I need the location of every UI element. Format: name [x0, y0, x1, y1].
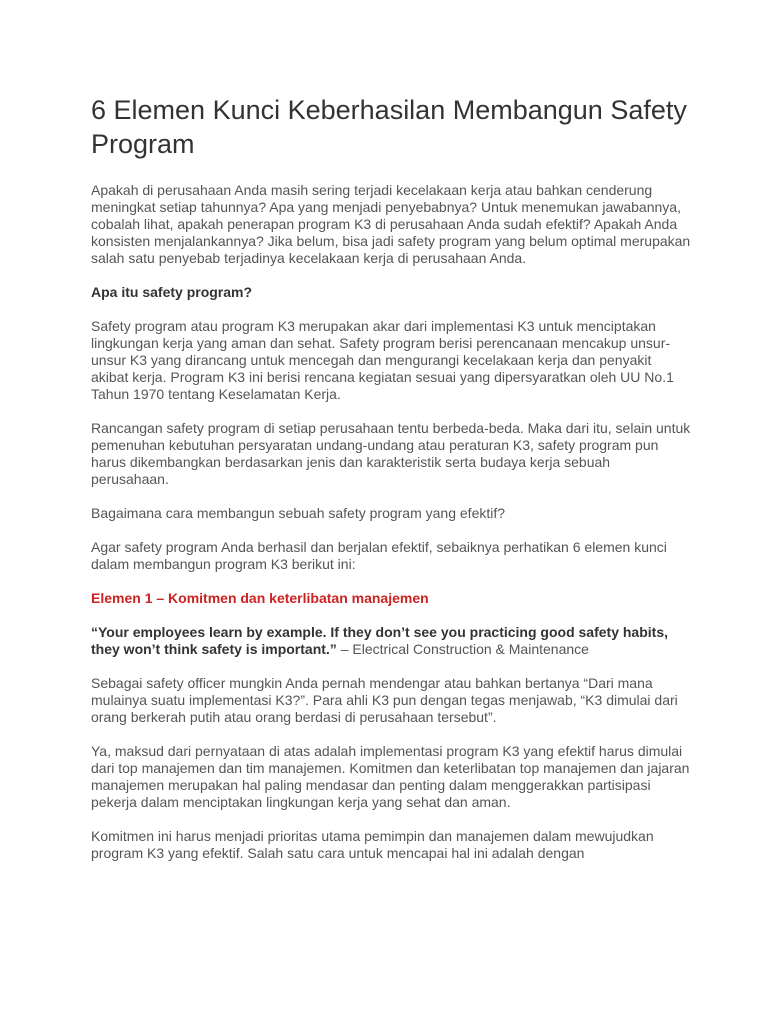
paragraph-commitment: Komitmen ini harus menjadi prioritas utama pemimpin dan manajemen dalam mewujudkan program K3 yang efektif. Salah satu cara untuk mencapai hal ini adalah dengan	[91, 828, 654, 861]
quote-paragraph	[91, 624, 691, 658]
page-title: 6 Elemen Kunci Keberhasilan Membangun Safety Program	[91, 95, 687, 159]
paragraph-elements-intro: Agar safety program Anda berhasil dan berjalan efektif, sebaiknya perhatikan 6 elemen kunci dalam membangun program K3 berikut ini:	[91, 539, 667, 572]
paragraph-safety-officer: Sebagai safety officer mungkin Anda pernah mendengar atau bahkan bertanya “Dari mana mulainya suatu implementasi K3?”. Para ahli K3 pun dengan tegas menjawab, “K3 dimulai dari orang berkerah putih atau orang berdasi di perusahaan tersebut”.	[91, 675, 678, 725]
section-heading: Apa itu safety program?	[91, 284, 253, 300]
paragraph-design: Rancangan safety program di setiap perusahaan tentu berbeda-beda. Maka dari itu, selain untuk pemenuhan kebutuhan persyaratan undang-undang atau peraturan K3, safety program pun harus dikembangkan berdasarkan jenis dan karakteristik serta budaya kerja sebuah perusahaan.	[91, 420, 691, 487]
paragraph-management: Ya, maksud dari pernyataan di atas adalah implementasi program K3 yang efektif harus dimulai dari top manajemen dan tim manajemen. Komitmen dan keterlibatan top manajemen dan jajaran manajemen merupakan hal paling mendasar dan penting dalam menggerakkan partisipasi pekerja dalam menciptakan lingkungan kerja yang sehat dan aman.	[91, 743, 690, 810]
intro-paragraph: Apakah di perusahaan Anda masih sering terjadi kecelakaan kerja atau bahkan cenderung meningkat setiap tahunnya? Apa yang menjadi penyebabnya? Untuk menemukan jawabannya, cobalah lihat, apakah penerapan program K3 di perusahaan Anda sudah efektif? Apakah Anda konsisten menjalankannya? Jika belum, bisa jadi safety program yang belum optimal merupakan salah satu penyebab terjadinya kecelakaan kerja di perusahaan Anda.	[91, 182, 691, 266]
paragraph-question: Bagaimana cara membangun sebuah safety program yang efektif?	[91, 505, 506, 521]
article	[91, 93, 691, 879]
quote-text: “Your employees learn by example. If they don’t see you practicing good safety habits, they won’t think safety is important.”	[91, 624, 669, 657]
element-1-heading: Elemen 1 – Komitmen dan keterlibatan manajemen	[91, 590, 429, 606]
quote-source: – Electrical Construction & Maintenance	[336, 641, 589, 657]
paragraph-definition: Safety program atau program K3 merupakan akar dari implementasi K3 untuk menciptakan lingkungan kerja yang aman dan sehat. Safety program berisi perencanaan mencakup unsur-unsur K3 yang dirancang untuk mencegah dan mengurangi kecelakaan kerja dan penyakit akibat kerja. Program K3 ini berisi rencana kegiatan sesuai yang dipersyaratkan oleh UU No.1 Tahun 1970 tentang Keselamatan Kerja.	[91, 318, 674, 402]
